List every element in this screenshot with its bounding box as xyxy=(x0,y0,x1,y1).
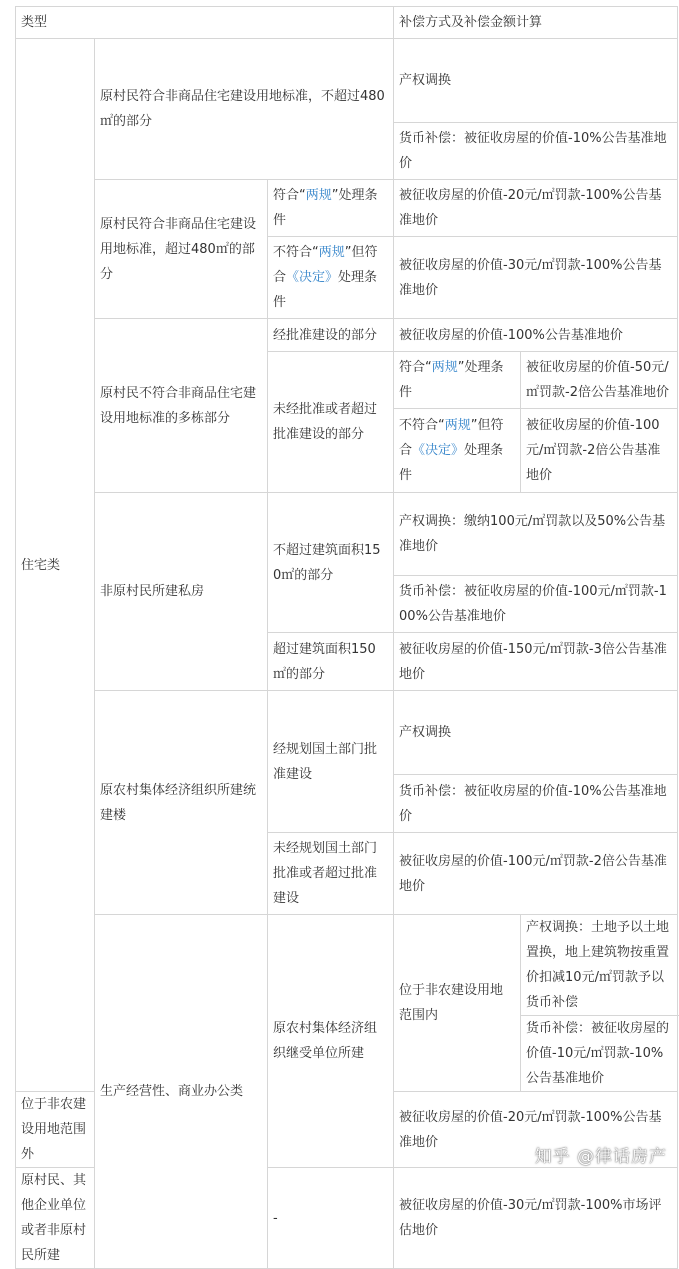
table-row xyxy=(16,39,678,123)
compensation-cell: 被征收房屋的价值-50元/㎡罚款-2倍公告基准地价 xyxy=(521,352,678,409)
compensation-table xyxy=(15,6,678,1269)
compensation-cell: 货币补偿：被征收房屋的价值-100元/㎡罚款-100%公告基准地价 xyxy=(394,576,678,633)
highlight-link[interactable]: 两规 xyxy=(444,418,471,433)
highlight-link[interactable]: 两规 xyxy=(318,245,345,260)
table-row xyxy=(16,691,678,775)
compensation-cell: 被征收房屋的价值-150元/㎡罚款-3倍公告基准地价 xyxy=(394,633,678,691)
condition-cell: - xyxy=(268,1168,394,1269)
condition-cell: 不超过建筑面积150㎡的部分 xyxy=(268,493,394,633)
condition-cell: 超过建筑面积150㎡的部分 xyxy=(268,633,394,691)
compensation-cell: 货币补偿：被征收房屋的价值-10元/㎡罚款-10%公告基准地价 xyxy=(521,1016,678,1092)
category-business: 生产经营性、商业办公类 xyxy=(95,915,268,1269)
highlight-link[interactable]: 《决定》 xyxy=(286,270,339,285)
highlight-link[interactable]: 《决定》 xyxy=(412,443,465,458)
row-label: 原农村集体经济组织所建统建楼 xyxy=(95,691,268,915)
row-label: 原村民符合非商品住宅建设用地标准，不超过480㎡的部分 xyxy=(95,39,394,180)
row-label: 原村民、其他企业单位或者非原村民所建 xyxy=(16,1168,95,1269)
row-label: 原村民符合非商品住宅建设用地标准，超过480㎡的部分 xyxy=(95,180,268,319)
compensation-cell: 产权调换：缴纳100元/㎡罚款以及50%公告基准地价 xyxy=(394,493,678,576)
table-row xyxy=(16,180,678,237)
compensation-cell: 被征收房屋的价值-100%公告基准地价 xyxy=(394,319,678,352)
compensation-cell: 产权调换：土地予以土地置换，地上建筑物按重置价扣减10元/㎡罚款予以货币补偿 xyxy=(521,915,678,1016)
compensation-cell: 产权调换 xyxy=(394,691,678,775)
sub-condition-cell: 符合“两规”处理条件 xyxy=(394,352,521,409)
compensation-cell: 货币补偿：被征收房屋的价值-10%公告基准地价 xyxy=(394,123,678,180)
condition-cell: 经规划国土部门批准建设 xyxy=(268,691,394,833)
compensation-cell: 被征收房屋的价值-20元/㎡罚款-100%公告基准地价 xyxy=(394,1092,678,1168)
table-row xyxy=(16,915,678,1016)
header-compensation: 补偿方式及补偿金额计算 xyxy=(394,7,678,39)
condition-cell: 未经批准或者超过批准建设的部分 xyxy=(268,352,394,493)
header-type: 类型 xyxy=(16,7,394,39)
compensation-cell: 被征收房屋的价值-30元/㎡罚款-100%市场评估地价 xyxy=(394,1168,678,1269)
table-row xyxy=(16,319,678,352)
compensation-cell: 被征收房屋的价值-20元/㎡罚款-100%公告基准地价 xyxy=(394,180,678,237)
row-label: 原村民不符合非商品住宅建设用地标准的多栋部分 xyxy=(95,319,268,493)
condition-cell: 符合“两规”处理条件 xyxy=(268,180,394,237)
table-row xyxy=(16,493,678,576)
compensation-cell: 被征收房屋的价值-100元/㎡罚款-2倍公告基准地价 xyxy=(521,409,678,493)
highlight-link[interactable]: 两规 xyxy=(431,360,458,375)
condition-cell: 位于非农建设用地范围外 xyxy=(16,1092,95,1168)
row-label: 原农村集体经济组织继受单位所建 xyxy=(268,915,394,1168)
header-row xyxy=(16,7,678,39)
compensation-cell: 货币补偿：被征收房屋的价值-10%公告基准地价 xyxy=(394,775,678,833)
condition-cell: 不符合“两规”但符合《决定》处理条件 xyxy=(268,237,394,319)
watermark: 知乎 @律话房产 xyxy=(534,1147,667,1167)
compensation-cell: 被征收房屋的价值-30元/㎡罚款-100%公告基准地价 xyxy=(394,237,678,319)
compensation-cell: 被征收房屋的价值-100元/㎡罚款-2倍公告基准地价 xyxy=(394,833,678,915)
condition-cell: 经批准建设的部分 xyxy=(268,319,394,352)
condition-cell: 位于非农建设用地范围内 xyxy=(394,915,521,1092)
compensation-cell: 产权调换 xyxy=(394,39,678,123)
condition-cell: 未经规划国土部门批准或者超过批准建设 xyxy=(268,833,394,915)
row-label: 非原村民所建私房 xyxy=(95,493,268,691)
highlight-link[interactable]: 两规 xyxy=(305,188,332,203)
sub-condition-cell: 不符合“两规”但符合《决定》处理条件 xyxy=(394,409,521,493)
category-housing: 住宅类 xyxy=(16,39,95,1092)
